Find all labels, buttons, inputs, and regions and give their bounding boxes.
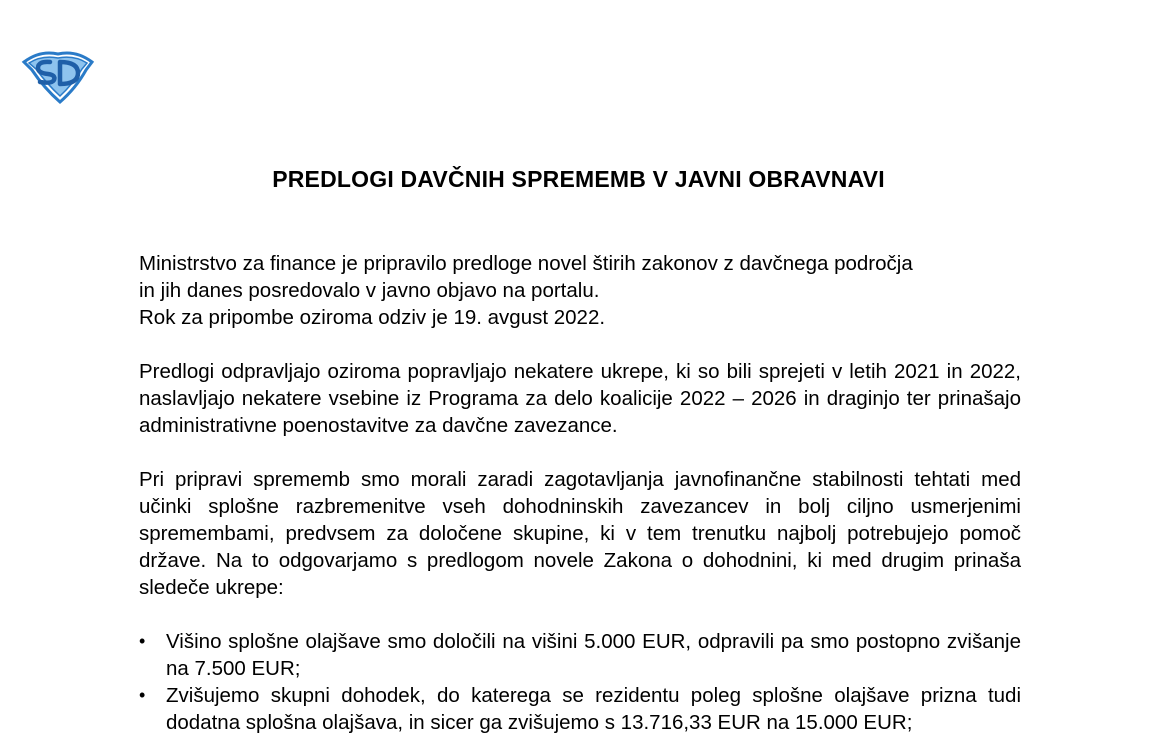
intro-line: in jih danes posredovalo v javno objavo na portalu.	[139, 279, 600, 302]
deadline-line: Rok za pripombe oziroma odziv je 19. avgust 2022.	[139, 306, 606, 329]
list-item-text: Višino splošne olajšave smo določili na višini 5.000 EUR, odpravili pa smo postopno zvišanje na 7.500 EUR;	[166, 630, 1021, 680]
body-paragraph: Pri pripravi sprememb smo morali zaradi zagotavljanja javnofinančne stabilnosti tehtati med učinki splošne razbremenitve vseh dohodninskih zavezancev in bolj ciljno usmerjenimi spremembami, predvsem za določene skupine, ki v tem trenutku najbolj potrebujejo pomoč države. Na to odgovarjamo s predlogom novele Zakona o dohodnini, ki med drugim prinaša sledeče ukrepe:	[139, 468, 1021, 599]
bullet-icon: •	[139, 631, 146, 651]
list-item	[139, 628, 1021, 682]
document-body	[139, 250, 1021, 736]
intro-line: Ministrstvo za finance je pripravilo predloge novel štirih zakonov z davčnega področja	[139, 252, 913, 275]
bullet-icon: •	[139, 685, 146, 705]
list-item	[139, 682, 1021, 736]
document-title: PREDLOGI DAVČNIH SPREMEMB V JAVNI OBRAVNAVI	[272, 166, 885, 192]
body-paragraph: Predlogi odpravljajo oziroma popravljajo nekatere ukrepe, ki so bili sprejeti v letih 2021 in 2022, naslavljajo nekatere vsebine iz Programa za delo koalicije 2022 – 2026 in draginjo ter prinašajo administrativne poenostavitve za davčne zavezance.	[139, 360, 1021, 437]
sd-shield-logo-icon	[20, 48, 96, 104]
intro-paragraph	[139, 250, 1021, 331]
list-item-text: Zvišujemo skupni dohodek, do katerega se rezidentu poleg splošne olajšave prizna tudi dodatna splošna olajšava, in sicer ga zvišujemo s 13.716,33 EUR na 15.000 EUR;	[166, 684, 1021, 734]
measures-list	[139, 628, 1021, 736]
